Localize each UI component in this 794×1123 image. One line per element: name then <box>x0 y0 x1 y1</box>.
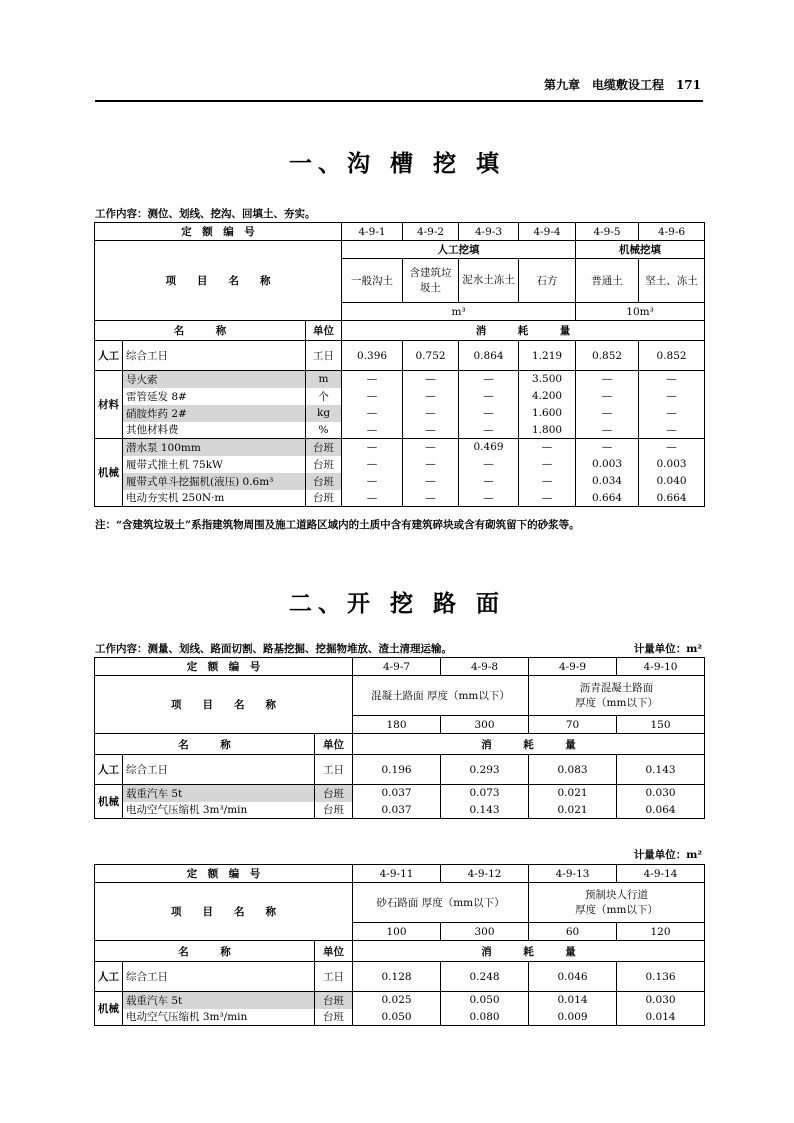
row-unit: % <box>306 422 342 439</box>
value-cell: — <box>459 473 519 490</box>
code-cell: 4-9-6 <box>639 223 705 241</box>
row-unit: kg <box>306 405 342 422</box>
unit-label: 单位 <box>306 321 342 341</box>
value-cell: 0.050 <box>353 1009 441 1026</box>
value-cell: 0.080 <box>441 1009 529 1026</box>
value-cell: 0.293 <box>441 755 529 785</box>
measure-unit-label: 计量单位：m² <box>633 643 702 655</box>
section2-table1 <box>94 657 705 819</box>
value-cell: — <box>459 405 519 422</box>
value-cell: — <box>403 439 459 456</box>
code-cell: 4-9-11 <box>353 865 441 883</box>
value-cell: 0.852 <box>639 341 705 371</box>
group-gravel: 砂石路面 厚度（mm以下） <box>353 883 529 923</box>
code-cell: 4-9-8 <box>441 658 529 676</box>
category-labor: 人工 <box>95 755 123 785</box>
row-name: 电动空气压缩机 3m³/min <box>123 1009 315 1026</box>
value-cell: — <box>639 439 705 456</box>
category-labor: 人工 <box>95 962 123 992</box>
code-cell: 4-9-13 <box>529 865 617 883</box>
codes-label: 定 额 编 号 <box>95 223 342 241</box>
row-unit: 台班 <box>315 992 353 1009</box>
measure-unit-label-2: 计量单位：m² <box>633 849 702 861</box>
value-cell: 0.143 <box>617 755 705 785</box>
value-cell: 1.219 <box>519 341 576 371</box>
code-cell: 4-9-10 <box>617 658 705 676</box>
unit-label: 单位 <box>315 734 353 755</box>
value-cell: — <box>519 439 576 456</box>
row-unit: 台班 <box>306 473 342 490</box>
row-unit: 个 <box>306 388 342 405</box>
value-cell: — <box>403 388 459 405</box>
thickness-cell: 120 <box>617 923 705 941</box>
section2-table2 <box>94 864 705 1026</box>
item-name-label: 项 目 名 称 <box>95 676 353 734</box>
row-name: 载重汽车 5t <box>123 992 315 1009</box>
row-unit: 台班 <box>315 802 353 819</box>
value-cell: — <box>403 422 459 439</box>
value-cell: 0.030 <box>617 785 705 802</box>
value-cell: — <box>403 405 459 422</box>
value-cell: 0.009 <box>529 1009 617 1026</box>
code-cell: 4-9-7 <box>353 658 441 676</box>
value-cell: — <box>576 439 639 456</box>
row-name: 电动夯实机 250N·m <box>123 490 306 507</box>
row-unit: 台班 <box>315 1009 353 1026</box>
row-unit: 工日 <box>315 962 353 992</box>
group-machine: 机械挖填 <box>576 241 705 259</box>
consume-label: 消 耗 量 <box>353 734 705 755</box>
code-cell: 4-9-2 <box>403 223 459 241</box>
consume-label: 消 耗 量 <box>353 941 705 962</box>
value-cell: 0.025 <box>353 992 441 1009</box>
value-cell: 0.014 <box>617 1009 705 1026</box>
sub-header: 石方 <box>519 259 576 303</box>
codes-label: 定 额 编 号 <box>95 865 353 883</box>
sub-header: 含建筑垃圾土 <box>403 259 459 303</box>
group-manual: 人工挖填 <box>342 241 576 259</box>
thickness-cell: 70 <box>529 716 617 734</box>
value-cell: — <box>342 456 403 473</box>
value-cell: — <box>519 490 576 507</box>
code-cell: 4-9-9 <box>529 658 617 676</box>
code-cell: 4-9-1 <box>342 223 403 241</box>
thickness-cell: 60 <box>529 923 617 941</box>
value-cell: 0.021 <box>529 785 617 802</box>
value-cell: 0.136 <box>617 962 705 992</box>
section1-work-content: 工作内容：测位、划线、挖沟、回填土、夯实。 <box>95 208 316 220</box>
value-cell: 0.003 <box>576 456 639 473</box>
value-cell: — <box>639 371 705 388</box>
value-cell: 0.014 <box>529 992 617 1009</box>
value-cell: — <box>576 388 639 405</box>
value-cell: 1.800 <box>519 422 576 439</box>
row-name: 导火索 <box>123 371 306 388</box>
category-machine: 机械 <box>95 439 123 507</box>
value-cell: — <box>403 456 459 473</box>
group-precast: 预制块人行道 厚度（mm以下） <box>529 883 705 923</box>
value-cell: 0.664 <box>639 490 705 507</box>
page-header <box>95 76 703 102</box>
value-cell: — <box>576 405 639 422</box>
value-cell: 0.021 <box>529 802 617 819</box>
row-unit: 工日 <box>315 755 353 785</box>
row-name: 履带式推土机 75kW <box>123 456 306 473</box>
row-unit: 台班 <box>306 439 342 456</box>
sub-header: 一般沟土 <box>342 259 403 303</box>
value-cell: 0.037 <box>353 785 441 802</box>
name-label: 名 称 <box>95 321 306 341</box>
value-cell: — <box>342 388 403 405</box>
value-cell: — <box>576 371 639 388</box>
row-unit: m <box>306 371 342 388</box>
value-cell: — <box>459 371 519 388</box>
row-name: 综合工日 <box>123 341 306 371</box>
value-cell: 0.037 <box>353 802 441 819</box>
code-cell: 4-9-12 <box>441 865 529 883</box>
value-cell: 0.128 <box>353 962 441 992</box>
header-text: 第九章 电缆敷设工程 171 <box>543 78 701 92</box>
value-cell: — <box>342 439 403 456</box>
value-cell: 0.852 <box>576 341 639 371</box>
value-cell: — <box>342 371 403 388</box>
item-name-label: 项 目 名 称 <box>95 241 342 321</box>
thickness-cell: 150 <box>617 716 705 734</box>
code-cell: 4-9-5 <box>576 223 639 241</box>
name-label: 名 称 <box>95 734 315 755</box>
row-unit: 工日 <box>306 341 342 371</box>
section1-footnote: 注：“含建筑垃圾土”系指建筑物周围及施工道路区域内的土质中含有建筑碎块或含有砌筑留下的砂浆等。 <box>95 519 580 531</box>
row-name: 雷管延发 8# <box>123 388 306 405</box>
value-cell: 0.248 <box>441 962 529 992</box>
category-labor: 人工 <box>95 341 123 371</box>
row-name: 履带式单斗挖掘机(液压) 0.6m³ <box>123 473 306 490</box>
value-cell: 0.752 <box>403 341 459 371</box>
category-material: 材料 <box>95 371 123 439</box>
section2-title: 二、开 挖 路 面 <box>288 591 506 617</box>
codes-label: 定 额 编 号 <box>95 658 353 676</box>
row-unit: 台班 <box>306 490 342 507</box>
value-cell: 0.064 <box>617 802 705 819</box>
value-cell: — <box>459 422 519 439</box>
unit-cell-1: m³ <box>342 303 576 321</box>
value-cell: — <box>519 456 576 473</box>
category-machine: 机械 <box>95 992 123 1026</box>
thickness-cell: 300 <box>441 923 529 941</box>
group-concrete: 混凝土路面 厚度（mm以下） <box>353 676 529 716</box>
code-cell: 4-9-4 <box>519 223 576 241</box>
group-asphalt: 沥青混凝土路面 厚度（mm以下） <box>529 676 705 716</box>
row-unit: 台班 <box>306 456 342 473</box>
sub-header: 普通土 <box>576 259 639 303</box>
value-cell: 0.196 <box>353 755 441 785</box>
row-name: 潜水泵 100mm <box>123 439 306 456</box>
row-name: 硝胺炸药 2# <box>123 405 306 422</box>
value-cell: — <box>639 422 705 439</box>
row-name: 电动空气压缩机 3m³/min <box>123 802 315 819</box>
thickness-cell: 180 <box>353 716 441 734</box>
value-cell: 0.040 <box>639 473 705 490</box>
value-cell: — <box>459 456 519 473</box>
value-cell: 0.046 <box>529 962 617 992</box>
value-cell: — <box>342 473 403 490</box>
value-cell: — <box>639 405 705 422</box>
unit-label: 单位 <box>315 941 353 962</box>
row-unit: 台班 <box>315 785 353 802</box>
value-cell: 1.600 <box>519 405 576 422</box>
value-cell: — <box>342 490 403 507</box>
value-cell: 0.050 <box>441 992 529 1009</box>
value-cell: 3.500 <box>519 371 576 388</box>
thickness-cell: 100 <box>353 923 441 941</box>
code-cell: 4-9-3 <box>459 223 519 241</box>
value-cell: — <box>459 388 519 405</box>
value-cell: 0.073 <box>441 785 529 802</box>
item-name-label: 项 目 名 称 <box>95 883 353 941</box>
value-cell: — <box>403 473 459 490</box>
value-cell: 0.469 <box>459 439 519 456</box>
value-cell: — <box>403 371 459 388</box>
unit-cell-2: 10m³ <box>576 303 705 321</box>
section1-title: 一、沟 槽 挖 填 <box>288 151 506 177</box>
section1-table <box>94 222 705 507</box>
value-cell: 0.083 <box>529 755 617 785</box>
thickness-cell: 300 <box>441 716 529 734</box>
code-cell: 4-9-14 <box>617 865 705 883</box>
value-cell: — <box>639 388 705 405</box>
value-cell: 0.396 <box>342 341 403 371</box>
value-cell: — <box>342 405 403 422</box>
value-cell: 0.034 <box>576 473 639 490</box>
consume-label: 消 耗 量 <box>342 321 705 341</box>
row-name: 其他材料费 <box>123 422 306 439</box>
value-cell: 0.864 <box>459 341 519 371</box>
section2-work-content: 工作内容：测量、划线、路面切割、路基挖掘、挖掘物堆放、渣土清理运输。 <box>95 643 452 655</box>
name-label: 名 称 <box>95 941 315 962</box>
value-cell: — <box>403 490 459 507</box>
value-cell: 0.143 <box>441 802 529 819</box>
value-cell: — <box>576 422 639 439</box>
row-name: 综合工日 <box>123 755 315 785</box>
value-cell: 0.030 <box>617 992 705 1009</box>
value-cell: — <box>459 490 519 507</box>
sub-header: 泥水土冻土 <box>459 259 519 303</box>
value-cell: 0.664 <box>576 490 639 507</box>
value-cell: — <box>519 473 576 490</box>
value-cell: 4.200 <box>519 388 576 405</box>
row-name: 载重汽车 5t <box>123 785 315 802</box>
sub-header: 坚土、冻土 <box>639 259 705 303</box>
value-cell: — <box>342 422 403 439</box>
category-machine: 机械 <box>95 785 123 819</box>
value-cell: 0.003 <box>639 456 705 473</box>
row-name: 综合工日 <box>123 962 315 992</box>
